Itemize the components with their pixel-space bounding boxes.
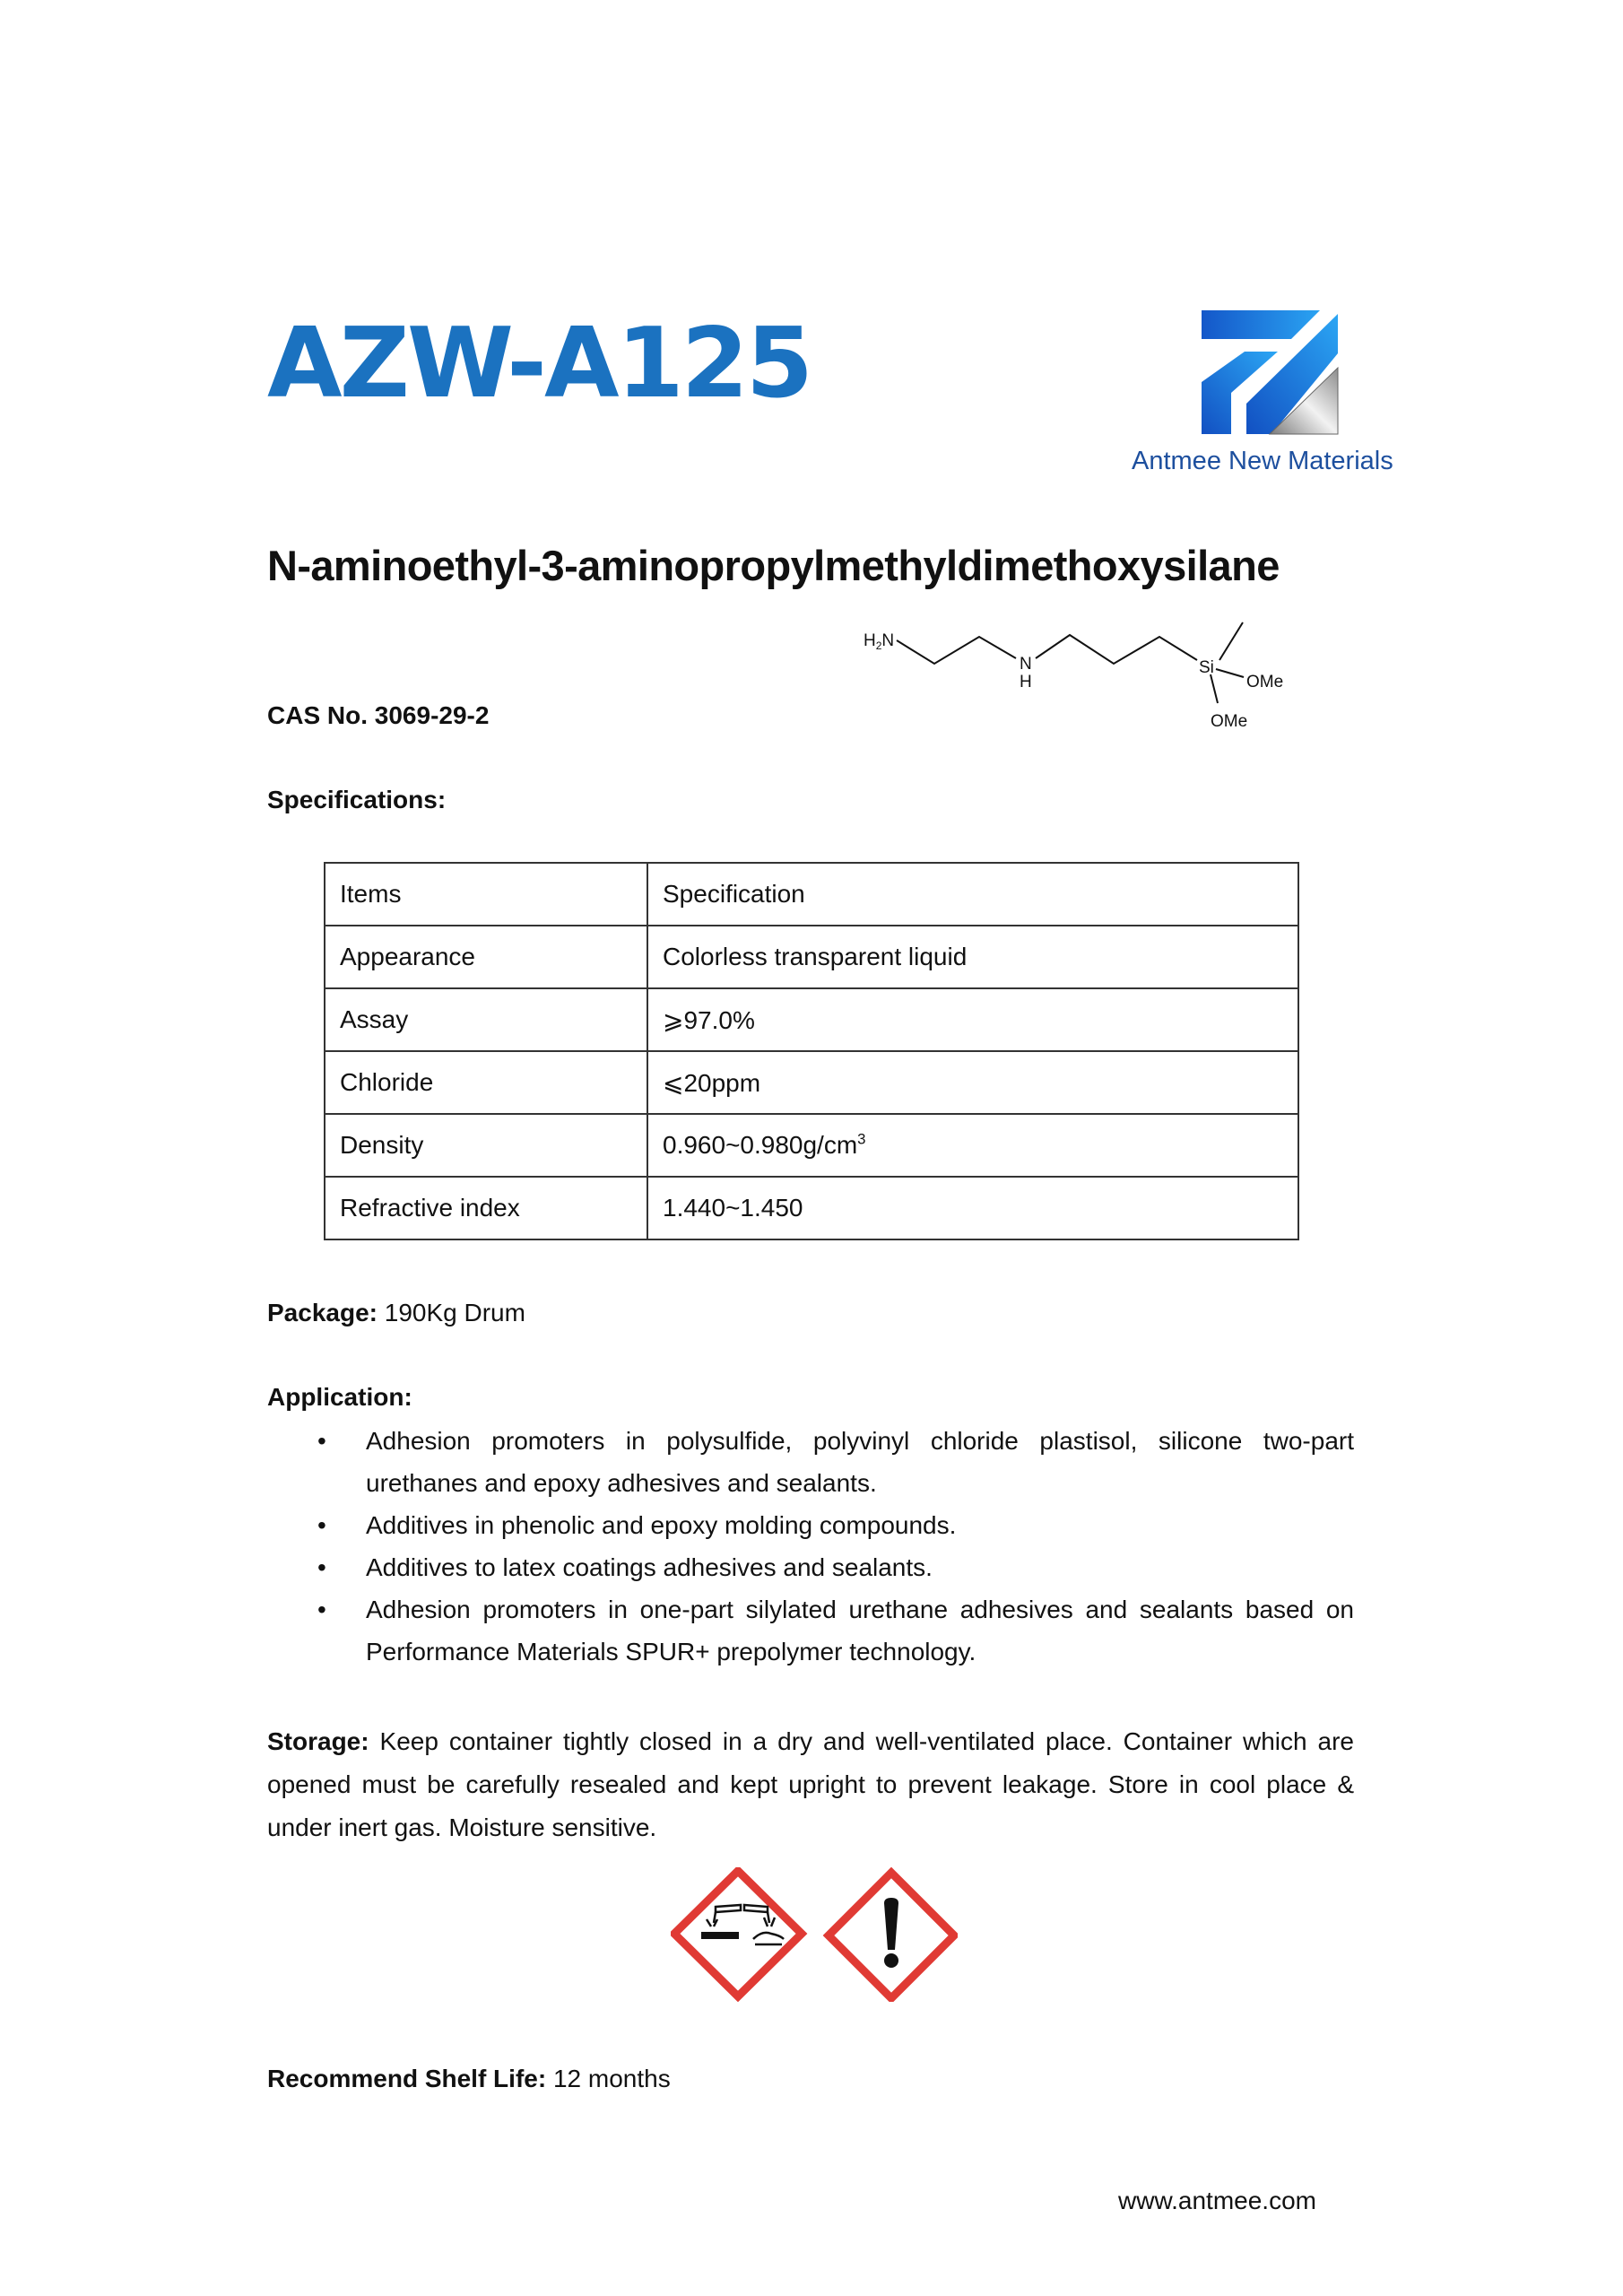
package-line [267, 1299, 525, 1327]
table-cell-spec [647, 1114, 1298, 1177]
structure-label-ome-1: OMe [1246, 673, 1284, 691]
table-header-row [325, 863, 1298, 926]
storage-paragraph [267, 1720, 1354, 1849]
shelf-life-label: Recommend Shelf Life: [267, 2065, 547, 2092]
structure-label-h: H [1020, 673, 1032, 691]
corrosion-pictogram-icon [674, 1871, 802, 1996]
chemical-name-heading: N-aminoethyl-3-aminopropylmethyldimethoxysilane [267, 542, 1280, 589]
shelf-life-value: 12 months [546, 2065, 671, 2092]
structure-label-n: N [1020, 655, 1032, 674]
list-item: • Additives in phenolic and epoxy molding compounds. [267, 1504, 1354, 1546]
company-name: Antmee New Materials [1132, 447, 1393, 475]
storage-label: Storage: [267, 1727, 369, 1755]
structure-label-h2n: $H_2N$ [864, 631, 895, 652]
package-value: 190Kg Drum [377, 1299, 525, 1326]
table-header-specification: Specification [647, 863, 1298, 926]
application-label: Application: [267, 1383, 412, 1411]
structure-label-ome-2: OMe [1211, 712, 1248, 731]
application-list [267, 1420, 1354, 1673]
table-row [325, 926, 1298, 988]
table-cell-item: Chloride [325, 1051, 647, 1114]
table-cell-spec: Colorless transparent liquid [647, 926, 1298, 988]
company-logo [1112, 260, 1435, 511]
list-item: • Adhesion promoters in one-part silylated urethane adhesives and sealants based on Performance Materials SPUR+ prepolymer technology. [267, 1588, 1354, 1673]
table-cell-spec: ⩾97.0% [647, 988, 1298, 1051]
structure-label-si: Si [1199, 658, 1214, 677]
storage-text: Keep container tightly closed in a dry and well-ventilated place. Container which are opened must be carefully resealed and kept upright to prevent leakage. Store in cool place & under inert gas. Moisture sensitive. [267, 1727, 1354, 1841]
chemical-structure-diagram [852, 610, 1390, 753]
list-item: • Adhesion promoters in polysulfide, polyvinyl chloride plastisol, silicone two-part urethanes and epoxy adhesives and sealants. [267, 1420, 1354, 1504]
shelf-life-line [267, 2065, 671, 2093]
specifications-label: Specifications: [267, 786, 447, 813]
density-value: 0.960~0.980g/cm [663, 1131, 858, 1159]
table-row [325, 988, 1298, 1051]
structure-bonds [897, 622, 1244, 703]
table-cell-spec: ⩽20ppm [647, 1051, 1298, 1114]
table-row [325, 1114, 1298, 1177]
table-cell-spec: 1.440~1.450 [647, 1177, 1298, 1239]
table-header-items: Items [325, 863, 647, 926]
cas-number: CAS No. 3069-29-2 [267, 701, 490, 729]
density-unit-exponent: 3 [857, 1130, 866, 1148]
table-cell-item: Refractive index [325, 1177, 647, 1239]
table-cell-item: Assay [325, 988, 647, 1051]
bullet-icon: • [317, 1511, 326, 1539]
list-item: • Additives to latex coatings adhesives and sealants. [267, 1546, 1354, 1588]
table-cell-item: Density [325, 1114, 647, 1177]
specifications-table [324, 862, 1299, 1240]
product-code-title: AZW-A125 [267, 308, 812, 420]
bullet-icon: • [317, 1553, 326, 1581]
hazard-pictograms [671, 1867, 958, 2002]
exclamation-mark-pictogram-icon [829, 1873, 954, 1998]
antmee-logo-icon [1112, 260, 1435, 439]
table-cell-item: Appearance [325, 926, 647, 988]
table-row [325, 1177, 1298, 1239]
bullet-icon: • [317, 1596, 326, 1623]
table-row [325, 1051, 1298, 1114]
package-label: Package: [267, 1299, 378, 1326]
website-link[interactable]: www.antmee.com [1118, 2187, 1316, 2214]
bullet-icon: • [317, 1427, 326, 1455]
